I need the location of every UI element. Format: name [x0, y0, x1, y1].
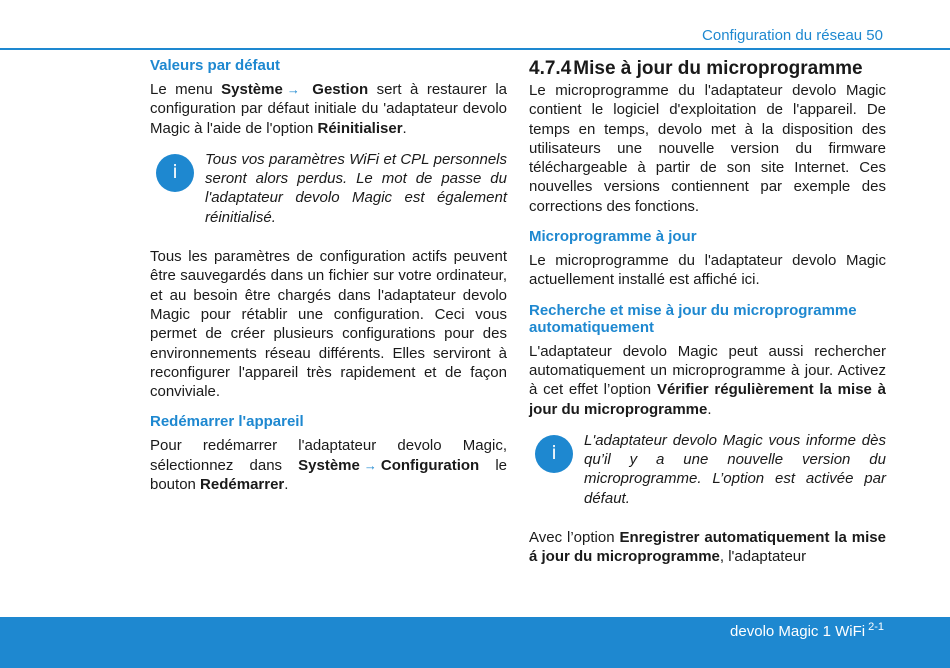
menu-system-label-2: Système: [298, 456, 360, 474]
arrow-right-icon: →: [363, 457, 377, 473]
heading-auto-update: Recherche et mise à jour du microprogramme automatiquement: [529, 301, 857, 336]
heading-restart-device: Redémarrer l'appareil: [150, 413, 304, 431]
info-icon: i: [535, 435, 573, 473]
section-title-text: Mise à jour du microprogramme: [573, 58, 863, 79]
button-restart-label: Redémarrer: [200, 476, 285, 494]
option-check-updates-label: Vérifier régulièrement la mise à jour du microprogramme: [529, 381, 886, 418]
right-column: [529, 57, 886, 567]
paragraph-firmware-intro: Le microprogramme du l'adaptateur devolo Magic contient le logiciel d'exploitation de l'appareil. De temps en temps, devolo met à la disposition des utilisateurs une nouvelle version du firmware téléchargeable à partir de son site Internet. Ces nouvelles versions contiennent par exemple des corrections des fonctions.: [529, 82, 886, 215]
footer-product-label: devolo Magic 1 WiFi $^{2-1}$: [730, 621, 884, 640]
header-rule: [0, 48, 950, 50]
option-auto-save-label: Enregistrer automatiquement la mise á jour du microprogramme: [529, 529, 886, 566]
paragraph-current-firmware: Le microprogramme du l'adaptateur devolo Magic actuellement installé est affiché ici.: [529, 252, 886, 289]
paragraph-save-config: Tous les paramètres de configuration actifs peuvent être sauvegardés dans un fichier sur votre ordinateur, et au besoin être chargés dans l'adaptateur devolo Magic pour rétablir une configuration. Ceci vous permet de créer plusieurs configurations pour des environnements réseau différents. Elles serviront à reconfigurer l'appareil très rapidement et de façon conviviale.: [150, 248, 507, 401]
info-note-text: Tous vos paramètres WiFi et CPL personnels seront alors perdus. Le mot de passe du l'adaptateur devolo Magic est également réinitialisé.: [205, 150, 507, 226]
info-icon: i: [156, 154, 194, 192]
paragraph-system-management: Le menu Système → Gestion sert à restaurer la configuration par défaut initiale du 'adaptateur devolo Magic à l'aide de l'option Réinitialiser.: [150, 81, 507, 137]
arrow-right-icon: →: [286, 82, 300, 97]
paragraph-auto-save: Avec l’option Enregistrer automatiquement la mise á jour du microprogramme, l'adaptateur: [529, 529, 886, 566]
info-note-text: L'adaptateur devolo Magic vous informe dès qu’il y a une nouvelle version du microprogramme. L’option est activée par défaut.: [584, 431, 886, 507]
heading-default-values: Valeurs par défaut: [150, 57, 281, 74]
info-note-reset: [150, 150, 507, 227]
info-note-firmware: [529, 431, 886, 508]
heading-current-firmware: Microprogramme à jour: [529, 228, 697, 246]
page-header-title: Configuration du réseau 50: [702, 27, 883, 44]
section-number: 4.7.4: [529, 58, 572, 79]
footer-page-ref: 2-1: [868, 621, 884, 633]
option-reset-label: Réinitialiser: [317, 119, 403, 137]
footer-bar: [0, 617, 950, 668]
menu-configuration-label: Configuration: [380, 456, 480, 474]
paragraph-restart: Pour redémarrer l'adaptateur devolo Magic, sélectionnez dans Système → Configuration le bouton Redémarrer.: [150, 437, 507, 494]
section-title-firmware-update: [529, 57, 886, 81]
menu-system-label: Système: [221, 81, 283, 98]
menu-management-label: Gestion: [303, 81, 369, 98]
paragraph-auto-update: L'adaptateur devolo Magic peut aussi rechercher automatiquement un microprogramme à jour. Activez à cet effet l’option Vérifier régulièrement la mise à jour du microprogramme.: [529, 342, 886, 418]
left-column: [150, 57, 507, 494]
